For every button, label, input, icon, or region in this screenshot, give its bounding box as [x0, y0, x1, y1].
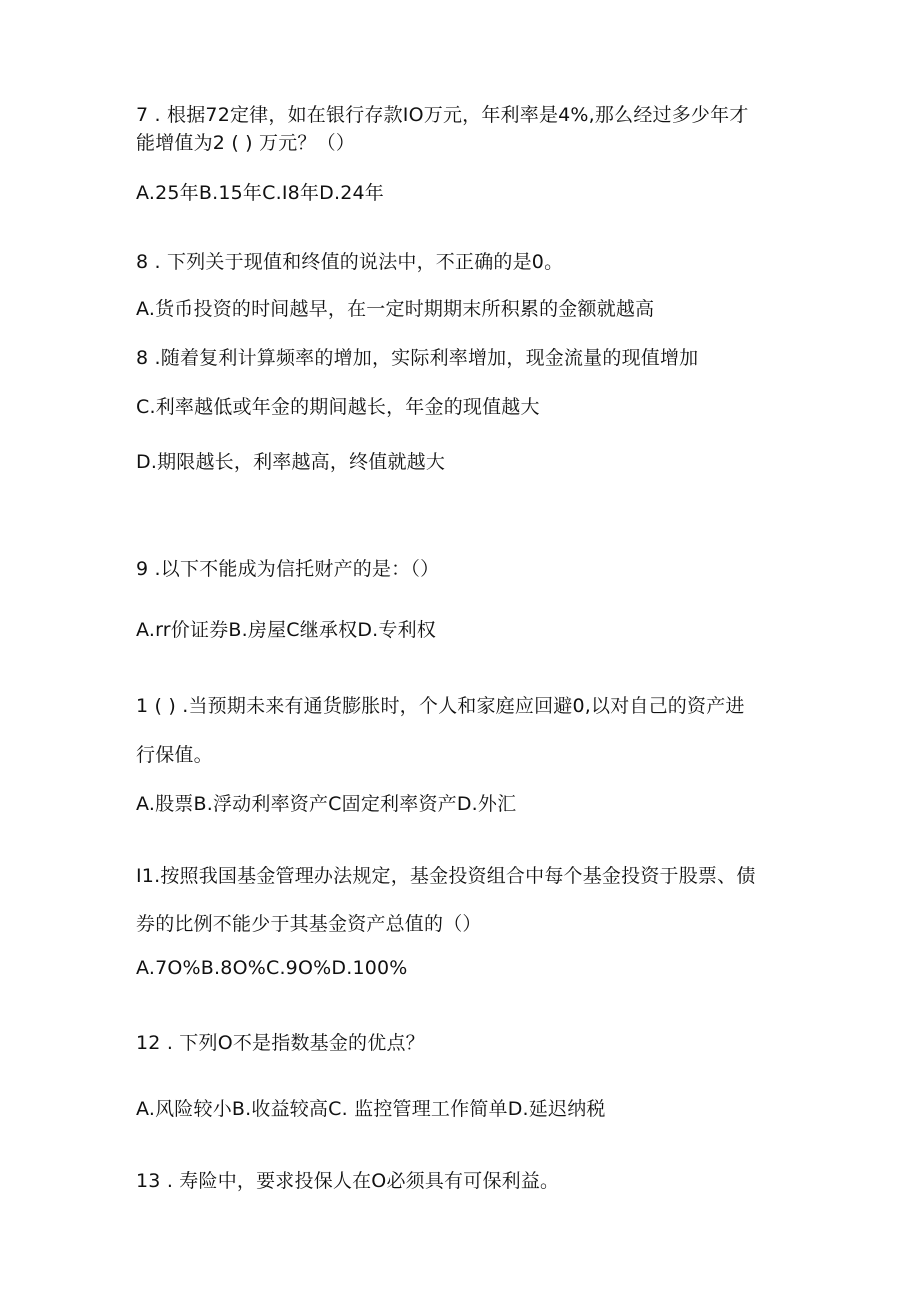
q8-option-c: C.利率越低或年金的期间越长，年金的现值越大: [136, 396, 540, 418]
q8-option-d: D.期限越长，利率越高，终值就越大: [136, 451, 446, 473]
q12-options: A.风险较小B.收益较高C. 监控管理工作简单D.延迟纳税: [136, 1098, 606, 1120]
q10-stem-line1: 1 ( ) .当预期未来有通货膨胀时，个人和家庭应回避0,以对自己的资产进: [136, 695, 745, 717]
q9-options: A.rr价证券B.房屋C继承权D.专利权: [136, 619, 437, 641]
q10-options: A.股票B.浮动利率资产C固定利率资产D.外汇: [136, 793, 517, 815]
q7-options: A.25年B.15年C.I8年D.24年: [136, 182, 384, 204]
q11-stem-line1: I1.按照我国基金管理办法规定，基金投资组合中每个基金投资于股票、债: [136, 865, 756, 887]
q12-stem: 12 . 下列O不是指数基金的优点？: [136, 1032, 425, 1054]
q10-stem-line2: 行保值。: [136, 744, 213, 766]
q8-stem: 8 . 下列关于现值和终值的说法中，不正确的是0。: [136, 251, 564, 273]
q7-stem-line2: 能增值为2 ( ) 万元？（）: [136, 132, 356, 154]
q7-stem-line1: 7 . 根据72定律，如在银行存款IO万元，年利率是4%,那么经过多少年才: [136, 104, 749, 126]
q8-option-a: A.货币投资的时间越早，在一定时期期末所积累的金额就越高: [136, 298, 655, 320]
q11-options: A.7O%B.8O%C.9O%D.100%: [136, 957, 408, 979]
q13-stem: 13 . 寿险中，要求投保人在O必须具有可保利益。: [136, 1170, 560, 1192]
q8-option-b: 8 .随着复利计算频率的增加，实际利率增加，现金流量的现值增加: [136, 347, 699, 369]
q11-stem-line2: 券的比例不能少于其基金资产总值的（）: [136, 913, 482, 935]
q9-stem: 9 .以下不能成为信托财产的是：（）: [136, 558, 440, 580]
